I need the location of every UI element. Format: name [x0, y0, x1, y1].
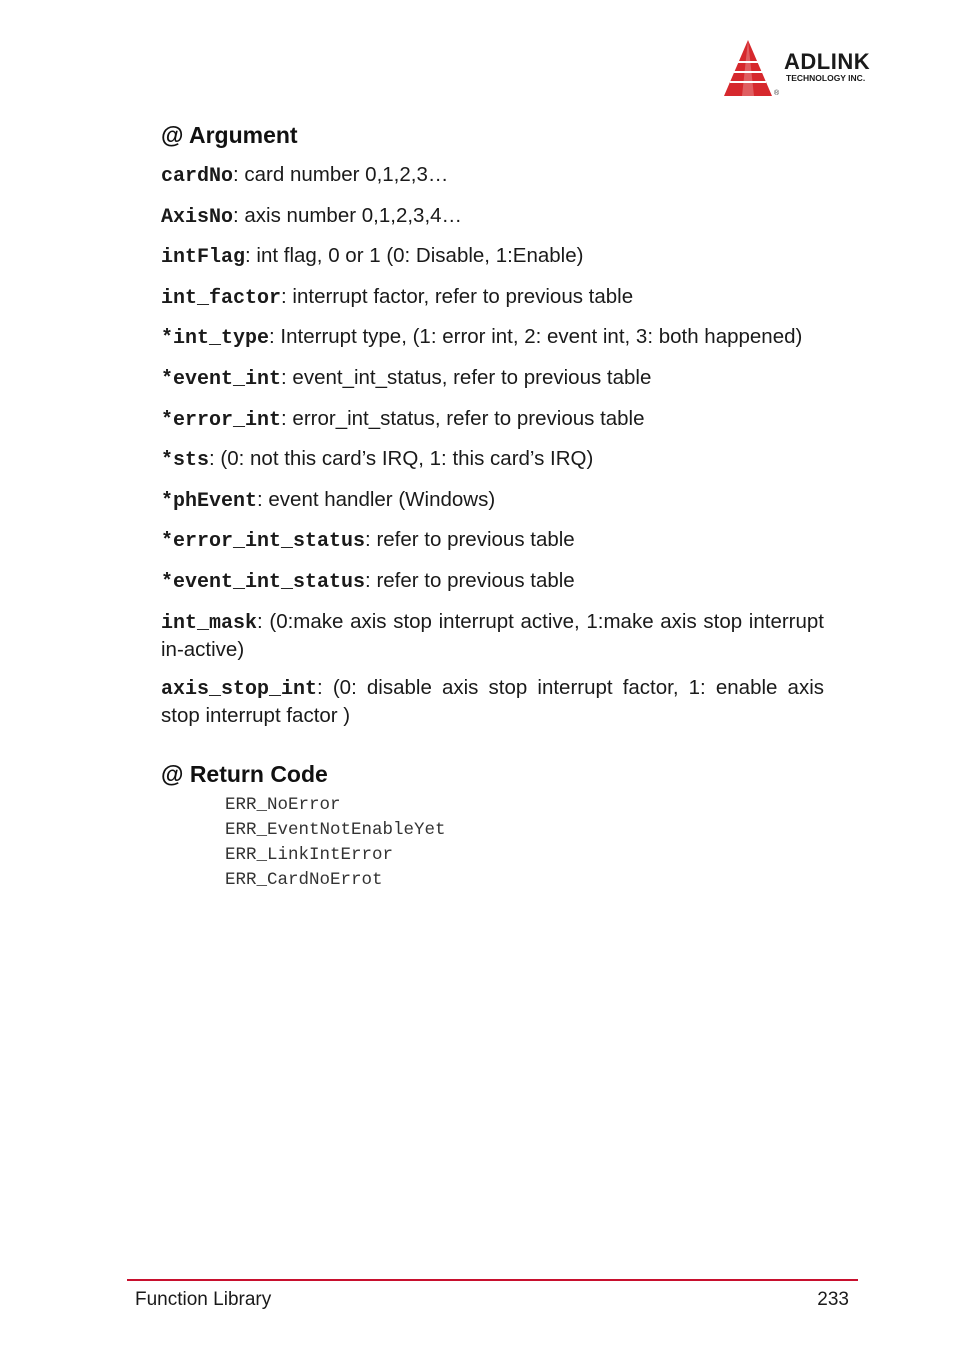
argument-description: : event handler (Windows): [257, 487, 496, 511]
argument-description: : Interrupt type, (1: error int, 2: event int, 3: both happened): [269, 325, 803, 349]
argument-item: [161, 527, 824, 555]
argument-name: cardNo: [161, 165, 234, 188]
argument-description: : (0:make axis stop interrupt active, 1:make axis stop interrupt in-active): [161, 609, 824, 661]
page-content: [161, 120, 824, 893]
argument-name: *error_int_status: [161, 530, 366, 554]
argument-description: : card number 0,1,2,3…: [233, 163, 449, 186]
argument-name: axis_stop_int: [161, 678, 318, 702]
brand-name: ADLINK: [784, 49, 871, 74]
return-code: ERR_LinkIntError: [225, 845, 394, 866]
argument-item: [161, 324, 824, 352]
argument-description: : refer to previous table: [365, 528, 575, 552]
adlink-triangle-icon: [722, 38, 912, 100]
return-code-heading: @ Return Code: [161, 761, 328, 788]
argument-name: *event_int: [161, 367, 282, 391]
argument-description: : axis number 0,1,2,3,4…: [233, 203, 463, 227]
return-code: ERR_EventNotEnableYet: [225, 820, 446, 841]
argument-name: int_factor: [161, 286, 282, 310]
argument-item: [161, 406, 824, 434]
argument-name: int_mask: [161, 611, 258, 635]
argument-item: [161, 243, 824, 271]
argument-item: [161, 609, 824, 663]
argument-name: *error_int: [161, 408, 282, 432]
argument-item: [161, 568, 824, 596]
argument-item: [161, 162, 824, 190]
argument-description: : interrupt factor, refer to previous table: [281, 284, 634, 308]
return-code: ERR_NoError: [225, 795, 341, 816]
page-number: 233: [817, 1289, 849, 1310]
argument-list: [161, 162, 824, 729]
argument-description: : refer to previous table: [365, 568, 575, 592]
argument-item: [161, 203, 824, 231]
adlink-logo: [722, 38, 912, 100]
argument-name: intFlag: [161, 246, 246, 270]
registered-mark: ®: [774, 90, 780, 97]
argument-item: [161, 284, 824, 312]
argument-description: : int flag, 0 or 1 (0: Disable, 1:Enable): [245, 244, 584, 268]
argument-description: : event_int_status, refer to previous table: [281, 365, 652, 389]
brand-tagline: TECHNOLOGY INC.: [786, 73, 866, 83]
argument-name: *phEvent: [161, 489, 258, 513]
argument-item: [161, 675, 824, 729]
return-code: ERR_CardNoErrot: [225, 870, 383, 891]
argument-description: : (0: disable axis stop interrupt factor, 1: enable axis stop interrupt factor ): [161, 676, 824, 728]
argument-item: [161, 365, 824, 393]
argument-item: [161, 446, 824, 474]
return-code-list: [225, 793, 824, 893]
argument-name: AxisNo: [161, 205, 234, 229]
arguments-heading: @ Argument: [161, 122, 298, 148]
argument-name: *event_int_status: [161, 570, 366, 594]
argument-name: *int_type: [161, 327, 270, 351]
footer-rule: [127, 1279, 858, 1281]
argument-description: : error_int_status, refer to previous table: [281, 406, 645, 430]
footer-section-title: Function Library: [135, 1289, 272, 1310]
argument-description: : (0: not this card’s IRQ, 1: this card’s IRQ): [209, 447, 594, 471]
argument-item: [161, 487, 824, 515]
argument-name: *sts: [161, 449, 210, 473]
